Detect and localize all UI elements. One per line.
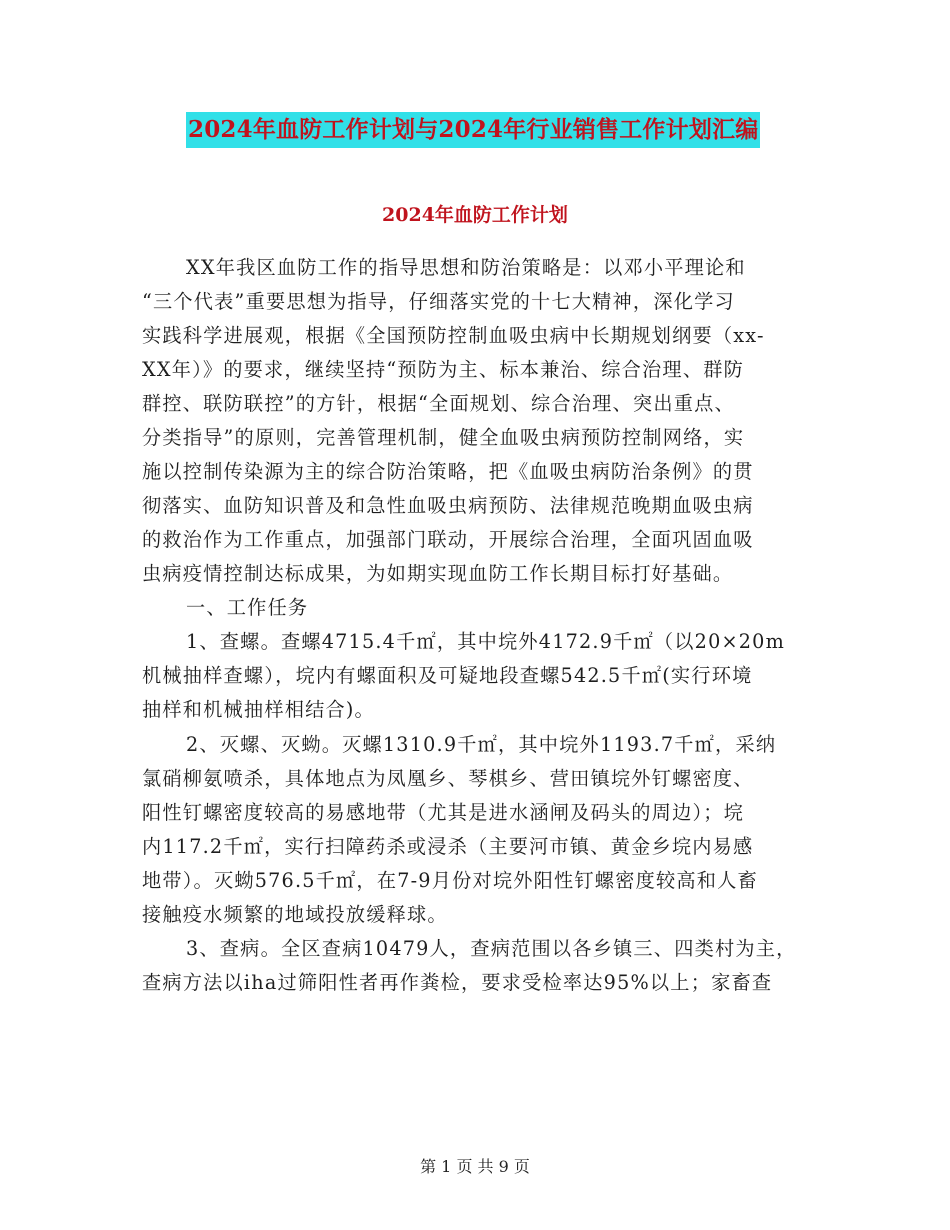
document-main-title: 2024年血防工作计划与2024年行业销售工作计划汇编: [186, 112, 760, 148]
paragraph-line: 阳性钉螺密度较高的易感地带（尤其是进水涵闸及码头的周边）；垸: [142, 801, 745, 824]
page-footer: 第 1 页 共 9 页: [420, 1157, 530, 1176]
section-title: 2024年血防工作计划: [382, 204, 568, 226]
paragraph-line: XX年）》的要求，继续坚持“预防为主、标本兼治、综合治理、群防: [142, 358, 744, 381]
paragraph-line: 3、查病。全区查病10479人，查病范围以各乡镇三、四类村为主，: [186, 937, 797, 960]
paragraph-line: 抽样和机械抽样相结合)。: [142, 698, 375, 721]
paragraph-line: 施以控制传染源为主的综合防治策略，把《血吸虫病防治条例》的贯: [142, 460, 754, 483]
paragraph-line: 实践科学进展观，根据《全国预防控制血吸虫病中长期规划纲要（xx-: [142, 324, 765, 347]
paragraph-line: 虫病疫情控制达标成果，为如期实现血防工作长期目标打好基础。: [142, 562, 734, 585]
paragraph-line: 的救治作为工作重点，加强部门联动，开展综合治理，全面巩固血吸: [142, 528, 754, 551]
paragraph-line: XX年我区血防工作的指导思想和防治策略是：以邓小平理论和: [186, 256, 746, 279]
paragraph-line: 机械抽样查螺），垸内有螺面积及可疑地段查螺542.5千㎡(实行环境: [142, 664, 753, 687]
paragraph-line: 查病方法以iha过筛阳性者再作粪检，要求受检率达95%以上；家畜查: [142, 971, 773, 994]
paragraph-line: 2、灭螺、灭蚴。灭螺1310.9千㎡，其中垸外1193.7千㎡，采纳: [186, 733, 777, 756]
paragraph-line: 群控、联防联控”的方针，根据“全面规划、综合治理、突出重点、: [142, 392, 735, 415]
paragraph-line: 分类指导”的原则，完善管理机制，健全血吸虫病预防控制网络，实: [142, 426, 745, 449]
section-heading: 一、工作任务: [186, 596, 309, 619]
paragraph-line: 接触疫水频繁的地域投放缓释球。: [142, 903, 448, 926]
paragraph-line: 内117.2千㎡，实行扫障药杀或浸杀（主要河市镇、黄金乡垸内易感: [142, 835, 754, 858]
paragraph-line: 1、查螺。查螺4715.4千㎡，其中垸外4172.9千㎡（以20×20m: [186, 630, 785, 653]
paragraph-line: 氯硝柳氨喷杀，具体地点为凤凰乡、琴棋乡、营田镇垸外钉螺密度、: [142, 767, 754, 790]
paragraph-line: 地带）。灭蚴576.5千㎡，在7-9月份对垸外阳性钉螺密度较高和人畜: [142, 869, 758, 892]
paragraph-line: 彻落实、血防知识普及和急性血吸虫病预防、法律规范晚期血吸虫病: [142, 494, 754, 517]
paragraph-line: “三个代表”重要思想为指导，仔细落实党的十七大精神，深化学习: [142, 290, 735, 313]
